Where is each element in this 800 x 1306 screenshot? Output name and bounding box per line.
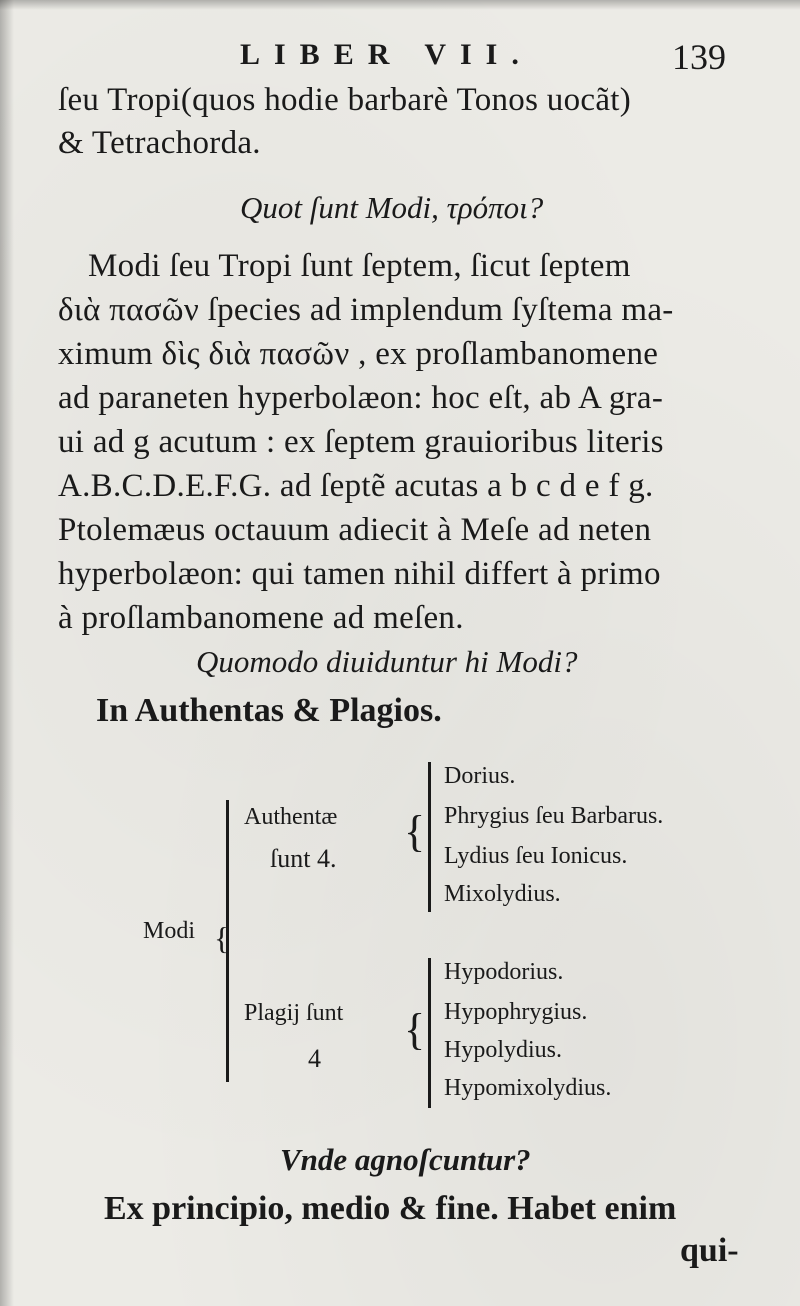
plagal-mode: Hypodorius. <box>444 959 564 985</box>
running-head: LIBER VII. <box>240 38 533 71</box>
text-line: Ptolemæus octauum adiecit à Meſe ad neten <box>58 512 652 548</box>
authentic-brace <box>428 762 431 912</box>
plagal-mode: Hypolydius. <box>444 1037 563 1063</box>
main-brace-point: { <box>214 920 230 956</box>
text-line: ui ad g acutum : ex ſeptem grauioribus literis <box>58 424 664 460</box>
authentic-mode: Mixolydius. <box>444 881 561 907</box>
plagal-brace-point: { <box>404 1005 426 1054</box>
page-gutter-shadow <box>0 0 14 1306</box>
question-heading: Vnde agnoſcuntur? <box>280 1142 531 1177</box>
page-top-shadow <box>0 0 800 10</box>
text-line: & Tetrachorda. <box>58 125 261 161</box>
authentic-mode: Dorius. <box>444 763 516 789</box>
plagal-brace <box>428 958 431 1108</box>
page-number: 139 <box>672 37 726 77</box>
authentic-label: Authentæ <box>244 804 338 830</box>
text-line: Ex principio, medio & fine. Habet enim <box>104 1190 677 1227</box>
catchword: qui- <box>680 1232 739 1269</box>
plagal-mode: Hypophrygius. <box>444 999 588 1025</box>
text-line: διὰ πασῶν ſpecies ad implendum ſyſtema ma- <box>58 292 674 328</box>
diagram-root-label: Modi <box>143 918 196 944</box>
authentic-mode: Phrygius ſeu Barbarus. <box>444 803 664 829</box>
text-line: Modi ſeu Tropi ſunt ſeptem, ſicut ſeptem <box>88 248 631 284</box>
text-line: hyperbolæon: qui tamen nihil differt à primo <box>58 556 661 592</box>
text-line: ſeu Tropi(quos hodie barbarè Tonos uocãt) <box>58 82 632 118</box>
authentic-count: ſunt 4. <box>270 844 337 873</box>
text-line: à proſlambanomene ad meſen. <box>58 600 464 636</box>
question-heading: Quomodo diuiduntur hi Modi? <box>196 644 578 679</box>
text-line: ad paraneten hyperbolæon: hoc eſt, ab A gra- <box>58 380 664 416</box>
answer-line: In Authentas & Plagios. <box>96 692 442 729</box>
plagal-mode: Hypomixolydius. <box>444 1075 612 1101</box>
question-heading: Quot ſunt Modi, τρόποι? <box>240 190 544 225</box>
authentic-mode: Lydius ſeu Ionicus. <box>444 843 628 869</box>
plagal-label: Plagij ſunt <box>244 1000 344 1026</box>
plagal-count: 4 <box>308 1044 321 1073</box>
text-line: A.B.C.D.E.F.G. ad ſeptẽ acutas a b c d e f g. <box>58 468 654 504</box>
authentic-brace-point: { <box>404 807 426 856</box>
text-line: ximum δὶς διὰ πασῶν , ex proſlambanomene <box>58 336 659 372</box>
